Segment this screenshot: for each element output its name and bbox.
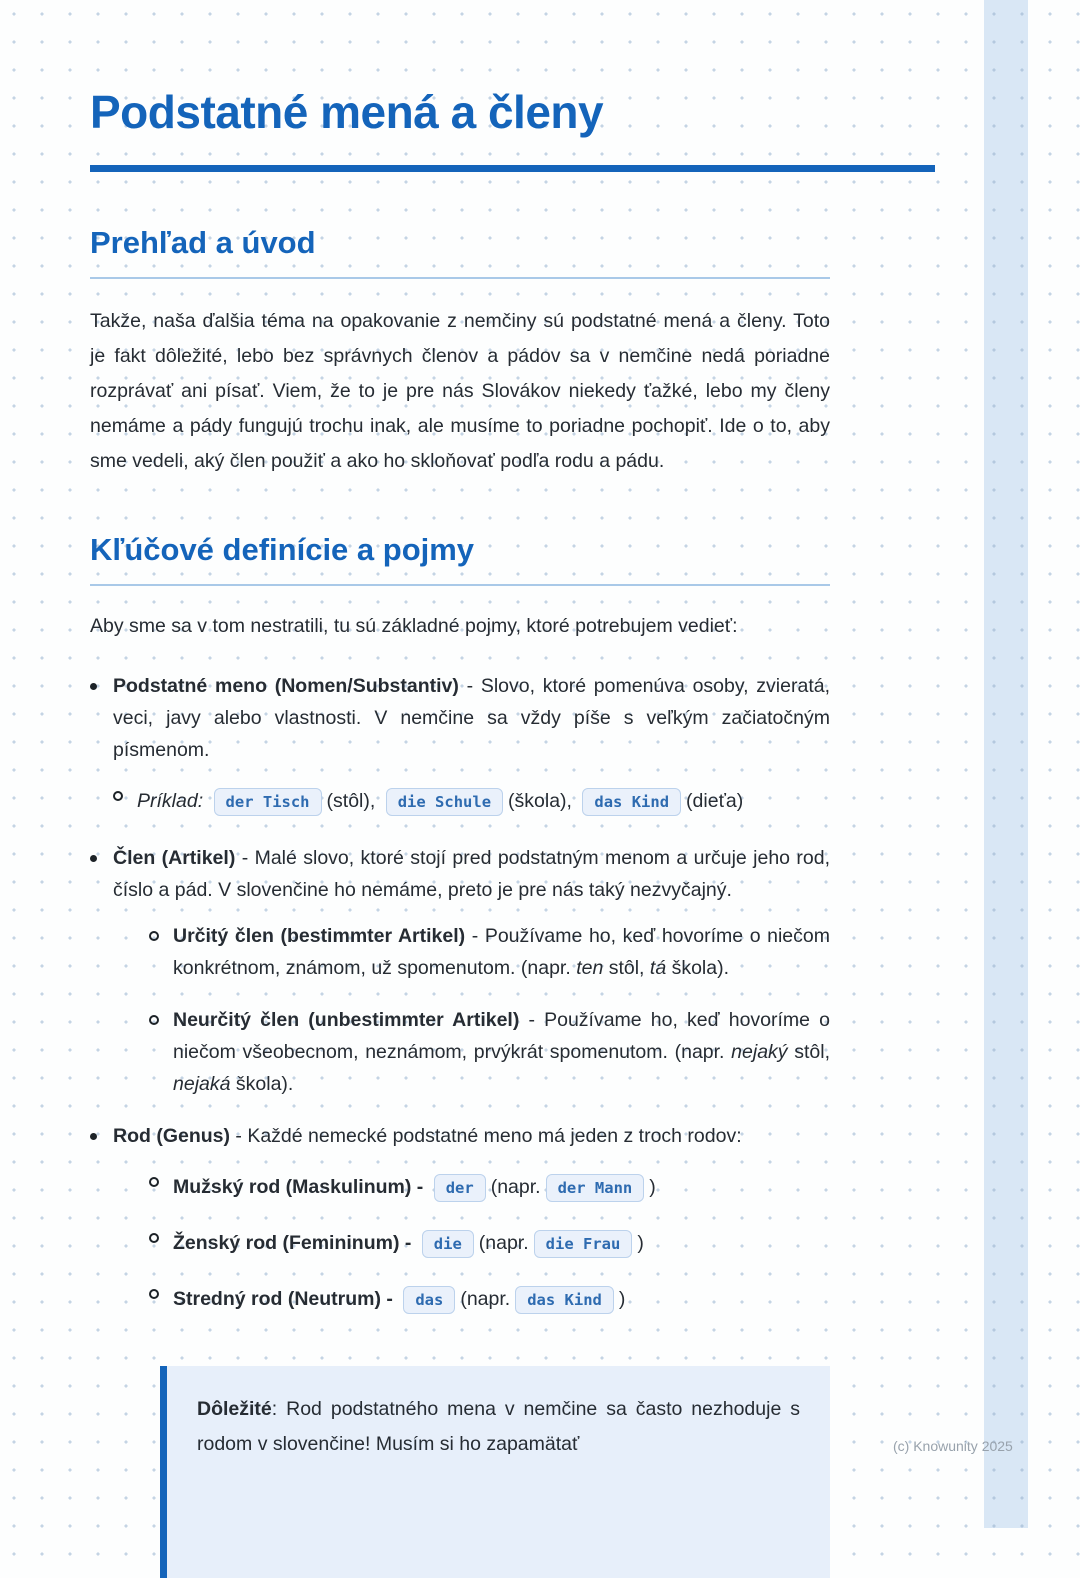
neuter-body	[173, 1278, 625, 1320]
indefinite-term: Neurčitý člen (unbestimmter Artikel)	[173, 1009, 520, 1032]
circle-bullet-icon	[149, 1233, 159, 1243]
definite-article-body	[173, 920, 830, 984]
circle-bullet-icon	[149, 1177, 159, 1187]
definite-text: - Používame ho, keď hovoríme o niečom konkrétnom, známom, už spomenutom. (napr.	[173, 925, 830, 980]
chip-translation: (stôl),	[326, 790, 376, 813]
definite-text-3: škola).	[666, 957, 730, 980]
definite-term: Určitý člen (bestimmter Artikel)	[173, 925, 466, 948]
neuter-item	[149, 1278, 830, 1320]
feminine-mid: (napr.	[478, 1232, 529, 1255]
indefinite-article-body	[173, 1004, 830, 1100]
feminine-body	[173, 1222, 644, 1264]
code-chip: die Schule	[386, 788, 503, 816]
article-sublist	[149, 920, 830, 1100]
definite-italic-1: ten	[576, 957, 604, 980]
code-chip: das	[403, 1286, 455, 1314]
chip-translation: (škola),	[508, 790, 572, 813]
gender-term: Rod (Genus)	[113, 1125, 230, 1148]
definitions-intro: Aby sme sa v tom nestratili, tu sú základné pojmy, ktoré potrebujem vedieť:	[90, 615, 738, 638]
definite-article-item	[149, 920, 830, 984]
watermark: (c) Knowunity 2025	[893, 1438, 1013, 1454]
code-chip: das Kind	[515, 1286, 614, 1314]
article-definition: - Malé slovo, ktoré stojí pred podstatným menom a určuje jeho rod, číslo a pád. V slovenčine ho nemáme, preto je pre nás taký nezvyčajný.	[113, 847, 831, 902]
list-item-gender	[90, 1120, 830, 1320]
bullet-icon	[90, 855, 97, 862]
masculine-item	[149, 1166, 830, 1208]
chip-translation: (dieťa)	[686, 790, 744, 813]
circle-bullet-icon	[149, 1015, 159, 1025]
noun-definition: - Slovo, ktoré pomenúva osoby, zvieratá, veci, javy alebo vlastnosti. V nemčine sa vždy píše s veľkým začiatočným písmenom.	[113, 675, 830, 762]
masculine-body	[173, 1166, 656, 1208]
list-item-article	[90, 842, 830, 1100]
indefinite-article-item	[149, 1004, 830, 1100]
neuter-mid: (napr.	[460, 1288, 511, 1311]
definitions-list	[90, 670, 830, 1320]
important-callout	[160, 1366, 830, 1578]
list-item-noun	[90, 670, 830, 822]
overview-paragraph: Takže, naša ďalšia téma na opakovanie z nemčiny sú podstatné mená a členy. Toto je fakt dôležité, lebo bez správnych členov a pádov sa v nemčine nedá poriadne rozprávať ani písať. Viem, že to je pre nás Slovákov niekedy ťažké, lebo my členy nemáme a pády fungujú trochu inak, ale musíme to poriadne pochopiť. Ide o to, aby sme vedeli, aký člen použiť a ako ho skloňovať podľa rodu a pádu.	[90, 309, 830, 472]
code-chip: die	[422, 1230, 474, 1258]
bullet-icon	[90, 1133, 97, 1140]
document-page	[90, 86, 935, 1578]
noun-body	[113, 670, 830, 822]
callout-label: Dôležité	[197, 1398, 272, 1421]
example-label: Príklad:	[137, 790, 204, 813]
masculine-label: Mužský rod (Maskulinum) -	[173, 1176, 429, 1199]
gender-definition: - Každé nemecké podstatné meno má jeden z troch rodov:	[230, 1125, 742, 1148]
definite-italic-2: tá	[649, 957, 667, 980]
indefinite-italic-1: nejaký	[731, 1041, 788, 1064]
code-chip: der	[434, 1174, 486, 1202]
bullet-icon	[90, 683, 97, 690]
title-divider	[90, 165, 935, 172]
definite-text-2: stôl,	[603, 957, 650, 980]
indefinite-text-2: stôl,	[787, 1041, 830, 1064]
noun-example-body	[137, 780, 743, 822]
code-chip: der Tisch	[214, 788, 322, 816]
masculine-mid: (napr.	[490, 1176, 541, 1199]
page-title: Podstatné mená a členy	[90, 86, 604, 138]
article-body	[113, 842, 830, 1100]
article-term: Člen (Artikel)	[113, 847, 236, 870]
gender-body	[113, 1120, 830, 1320]
code-chip: die Frau	[534, 1230, 633, 1258]
indefinite-text-3: škola).	[230, 1073, 294, 1096]
definitions-divider	[90, 584, 830, 586]
feminine-label: Ženský rod (Femininum) -	[173, 1232, 417, 1255]
callout-text: : Rod podstatného mena v nemčine sa často nezhoduje s rodom v slovenčine! Musím si ho zapamätať	[197, 1398, 800, 1456]
overview-divider	[90, 277, 830, 279]
masculine-end: )	[649, 1176, 656, 1199]
circle-bullet-icon	[149, 1289, 159, 1299]
definitions-heading: Kľúčové definície a pojmy	[90, 531, 475, 567]
indefinite-text: - Používame ho, keď hovoríme o niečom všeobecnom, neznámom, prvýkrát spomenutom. (napr.	[173, 1009, 830, 1064]
circle-bullet-icon	[149, 931, 159, 941]
feminine-item	[149, 1222, 830, 1264]
gender-sublist	[149, 1166, 830, 1320]
neuter-label: Stredný rod (Neutrum) -	[173, 1288, 399, 1311]
page-margin-strip	[984, 0, 1028, 1528]
circle-bullet-icon	[113, 791, 123, 801]
overview-heading: Prehľad a úvod	[90, 224, 316, 260]
feminine-end: )	[637, 1232, 644, 1255]
code-chip: das Kind	[582, 788, 681, 816]
noun-example-item	[113, 780, 830, 822]
noun-term: Podstatné meno (Nomen/Substantiv)	[113, 675, 459, 698]
indefinite-italic-2: nejaká	[173, 1073, 231, 1096]
neuter-end: )	[618, 1288, 626, 1311]
code-chip: der Mann	[546, 1174, 645, 1202]
